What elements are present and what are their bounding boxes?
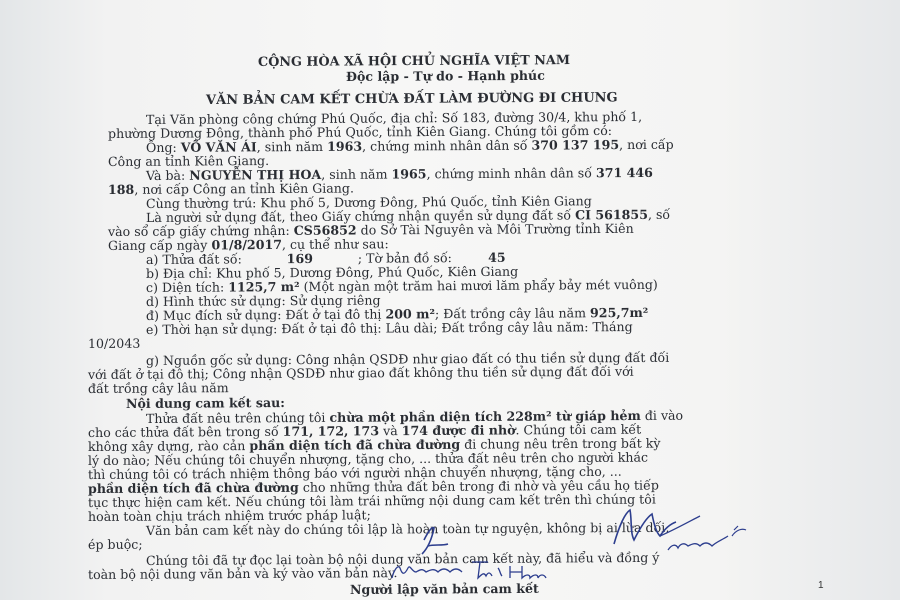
- commitment-line-8: hoàn toàn chịu trách nhiệm trước pháp luật;: [87, 507, 371, 524]
- commitment-heading: Nội dung cam kết sau:: [125, 395, 285, 411]
- signers-heading: Người lập văn bản cam kết: [349, 580, 539, 597]
- item-b: b) Địa chỉ: Khu phố 5, Dương Đông, Phú Quốc, Kiên Giang: [145, 263, 519, 281]
- item-g-line-3: đất trồng cây lâu năm: [87, 380, 229, 396]
- item-g-line-1: g) Nguồn gốc sử dụng: Công nhận QSDĐ như giao đất có thu tiền sử dụng đất đối: [145, 349, 670, 368]
- signature-vo-van-ai: [604, 500, 804, 564]
- certificate-line-3: Giang cấp ngày 01/8/2017, cụ thể như sau:: [107, 236, 389, 253]
- certificate-line-1: Là người sử dụng đất, theo Giấy chứng nhận quyền sử dụng đất số CI 561855, số: [145, 206, 671, 225]
- commitment-line-6: phần diện tích đã chừa đường cho những thửa đất bên trong đi nhờ và yêu cầu họ tiếp: [87, 477, 659, 496]
- residence-line: Cùng thường trú: Khu phố 5, Dương Đông, Phú Quốc, tỉnh Kiên Giang: [145, 193, 592, 211]
- intro-line-1: Tại Văn phòng công chứng Phú Quốc, địa chỉ: Số 183, đường 30/4, khu phố 1,: [145, 108, 643, 127]
- voluntary-line-1: Văn bản cam kết này do chúng tôi lập là hoàn toàn tự nguyện, không bị ai lừa dối,: [145, 519, 670, 538]
- party-1-name: VÕ VĂN ÁI: [180, 139, 257, 155]
- party-2-line-1: Và bà: NGUYỄN THỊ HOA, sinh năm 1965, chứng minh nhân dân số 371 446: [145, 164, 653, 183]
- item-e-line-1: e) Thời hạn sử dụng: Đất ở tại đô thị: Lâu dài; Đất trồng cây lâu năm: Tháng: [145, 319, 633, 337]
- commitment-line-7: tục thực hiện cam kết. Nếu chúng tôi làm trái những nội dung cam kết trên thì chúng tôi: [87, 491, 656, 510]
- item-e-line-2: 10/2043: [87, 335, 141, 351]
- commitment-line-3: không xây dựng, rào cản phần diện tích đã chừa đường đi chung nêu trên trong bất kỳ: [87, 435, 661, 454]
- national-title: CỘNG HÒA XÃ HỘI CHỦ NGHĨA VIỆT NAM: [257, 53, 571, 70]
- certificate-line-2: vào sổ cấp giấy chứng nhận: CS56852 do Sở Tài Nguyên và Môi Trường tỉnh Kiên: [107, 220, 634, 239]
- item-g-line-2: với đất ở tại đô thị; Công nhận QSDĐ như giao đất không thu tiền sử dụng đất đối với: [87, 363, 634, 382]
- party-2-name: NGUYỄN THỊ HOA: [189, 166, 322, 183]
- agreement-line-2: toàn bộ nội dung văn bản và ký vào văn bản này.: [87, 565, 398, 582]
- commitment-line-1: Thửa đất nêu trên chúng tôi chừa một phần diện tích 228m² từ giáp hẻm đi vào: [145, 407, 684, 426]
- national-motto: Độc lập - Tự do - Hạnh phúc: [345, 67, 545, 84]
- signature-nguyen-thi-hoa: [372, 518, 592, 588]
- document-title: VĂN BẢN CAM KẾT CHỪA ĐẤT LÀM ĐƯỜNG ĐI CHUNG: [205, 90, 618, 108]
- party-1-line-2: Công an tỉnh Kiên Giang.: [107, 153, 270, 169]
- party-2-line-2: 188, nơi cấp Công an tỉnh Kiên Giang.: [107, 180, 355, 197]
- item-a: a) Thửa đất số: 169 ; Tờ bản đồ số: 45: [145, 249, 506, 267]
- item-c: c) Diện tích: 1125,7 m² (Một ngàn một trăm hai mươi lăm phẩy bảy mét vuông): [145, 276, 658, 295]
- item-dd: đ) Mục đích sử dụng: Đất ở tại đô thị 200 m²; Đất trồng cây lâu năm 925,7m²: [145, 304, 649, 323]
- agreement-line-1: Chúng tôi đã tự đọc lại toàn bộ nội dung văn bản cam kết này, đã hiểu và đồng ý: [145, 549, 660, 568]
- commitment-line-2: cho các thửa đất bên trong số 171, 172, 173 và 174 được đi nhờ. Chúng tôi cam kết: [87, 421, 642, 440]
- voluntary-line-2: ép buộc;: [87, 536, 143, 552]
- commitment-line-5: thì chúng tôi có trách nhiệm thông báo với người nhận chuyển nhượng, tặng cho, ...: [87, 463, 622, 482]
- intro-line-2: phường Dương Đông, thành phố Phú Quốc, tỉnh Kiên Giang. Chúng tôi gồm có:: [107, 122, 613, 141]
- commitment-line-4: lý do nào; Nếu chúng tôi chuyển nhượng, tặng cho, ... thửa đất nêu trên cho người khác: [87, 449, 649, 468]
- page-number: 1: [818, 580, 824, 591]
- party-1-line-1: Ông: VÕ VĂN ÁI, sinh năm 1963, chứng minh nhân dân số 370 137 195, nơi cấp: [145, 136, 674, 155]
- item-d: d) Hình thức sử dụng: Sử dụng riêng: [145, 292, 381, 309]
